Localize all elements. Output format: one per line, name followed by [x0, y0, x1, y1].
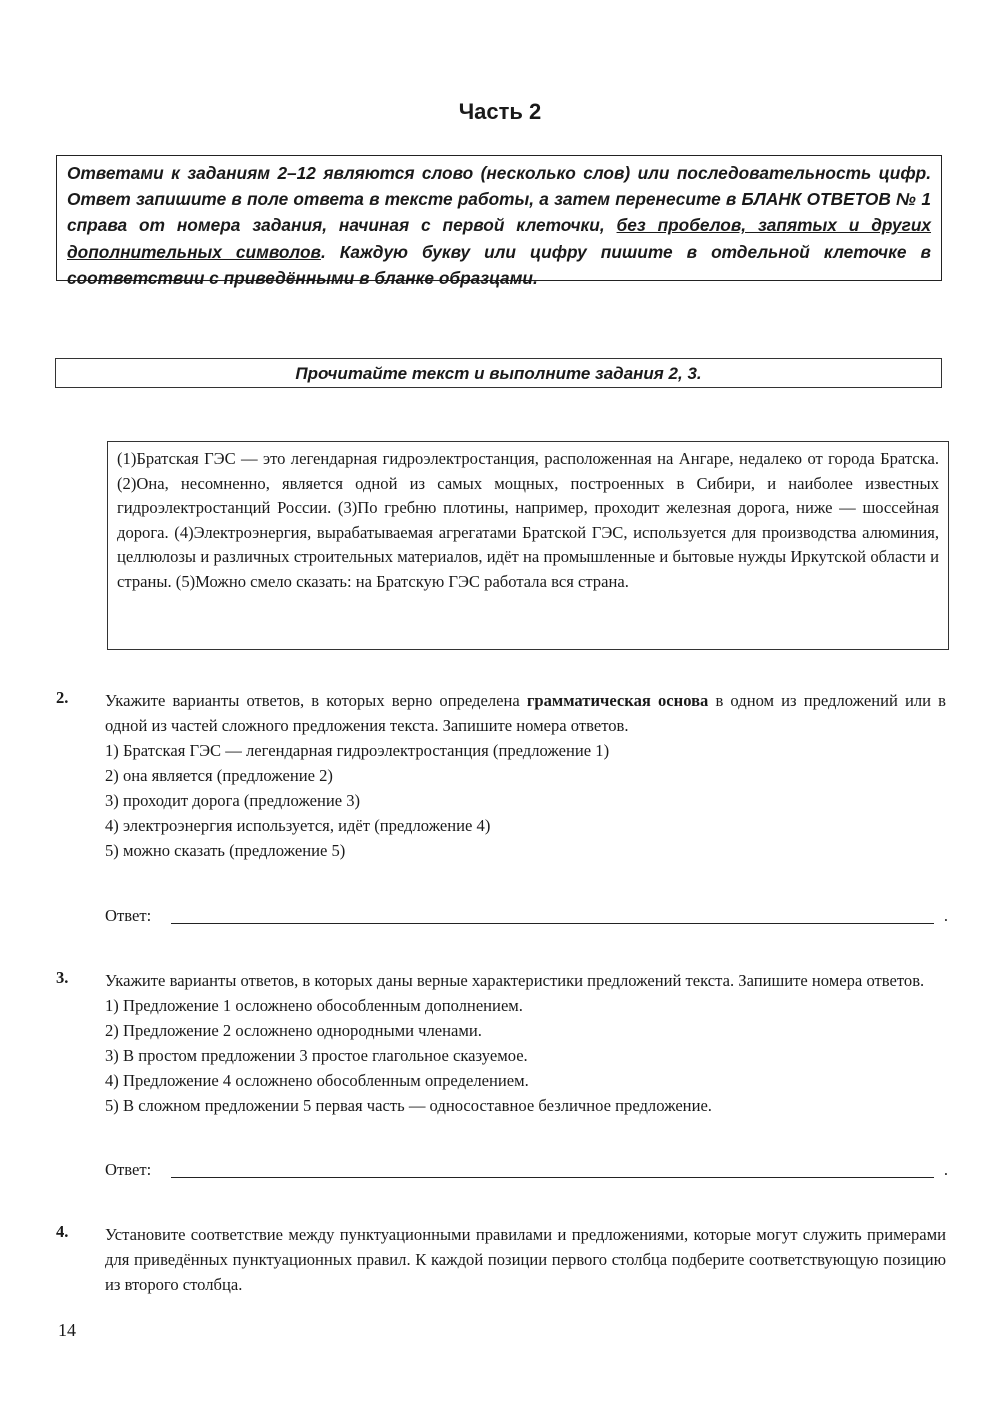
- part-title: Часть 2: [458, 99, 542, 124]
- option-item: 3) В простом предложении 3 простое глагольное сказуемое.: [105, 1046, 528, 1065]
- option-item: 1) Предложение 1 осложнено обособленным дополнением.: [105, 996, 523, 1015]
- read-prompt-box: [55, 358, 942, 388]
- question-text-after: в одном из предложений или в одной из частей сложного предложения текста. Запишите номера ответов.: [105, 691, 946, 735]
- page-number: 14: [58, 1320, 76, 1340]
- task-2: [56, 688, 946, 863]
- answer-line[interactable]: [171, 1177, 934, 1178]
- option-item: 2) она является (предложение 2): [105, 766, 333, 785]
- instructions-outro: . Каждую букву или цифру пишите в отдельной клеточке в соответствии с приведёнными в бланке образцами.: [67, 241, 931, 288]
- option-item: 1) Братская ГЭС — легендарная гидроэлектростанция (предложение 1): [105, 741, 610, 760]
- option-item: 2) Предложение 2 осложнено однородными членами.: [105, 1021, 482, 1040]
- task-number: 4.: [56, 1222, 69, 1241]
- task-3: [56, 968, 946, 1118]
- option-item: 3) проходит дорога (предложение 3): [105, 791, 361, 810]
- answer-field-3[interactable]: [105, 1160, 948, 1180]
- task-number: 2.: [56, 688, 69, 707]
- task-question: Установите соответствие между пунктуационными правилами и предложениями, которые могут служить примерами для приведённых пунктуационных правил. К каждой позиции первого столбца подберите соответствующую позицию из второго столбца.: [105, 1225, 946, 1294]
- passage-box: [107, 441, 949, 650]
- options-list: [105, 993, 946, 1118]
- instructions-intro: Ответами к заданиям 2–12 являются слово (несколько слов) или последовательность цифр. Ответ запишите в поле ответа в тексте работы, а затем перенесите в БЛАНК ОТВЕТОВ № 1 справа от номера задания, начиная с первой клеточки,: [67, 163, 931, 236]
- passage-text: (1)Братская ГЭС — это легендарная гидроэлектростанция, расположенная на Ангаре, недалеко от города Братска. (2)Она, несомненно, является одной из самых мощных, построенных в Сибири, и наиболее известных гидроэлектростанций России. (3)По гребню плотины, например, проходит железная дорога, ниже — шоссейная дорога. (4)Электроэнергия, вырабатываемая агрегатами Братской ГЭС, используется для производства алюминия, целлюлозы и различных строительных материалов, идёт на промышленные и бытовые нужды Иркутской области и страны. (5)Можно смело сказать: на Братскую ГЭС работала вся страна.: [117, 449, 939, 591]
- task-question: Укажите варианты ответов, в которых даны верные характеристики предложений текста. Запишите номера ответов.: [105, 971, 925, 990]
- answer-field-2[interactable]: [105, 906, 948, 926]
- option-item: 5) можно сказать (предложение 5): [105, 841, 346, 860]
- answer-line[interactable]: [171, 923, 934, 924]
- option-item: 5) В сложном предложении 5 первая часть — односоставное безличное предложение.: [105, 1096, 712, 1115]
- answer-label: Ответ:: [105, 1160, 152, 1179]
- option-item: 4) электроэнергия используется, идёт (предложение 4): [105, 816, 491, 835]
- question-bold-term: грамматическая основа: [526, 691, 709, 710]
- answer-label: Ответ:: [105, 906, 152, 925]
- options-list: [105, 738, 946, 863]
- read-prompt: Прочитайте текст и выполните задания 2, 3.: [295, 364, 702, 383]
- question-text-before: Укажите варианты ответов, в которых верно определена: [105, 691, 520, 710]
- task-number: 3.: [56, 968, 69, 987]
- instructions-box: [56, 155, 942, 288]
- instructions-underlined: без пробелов, запятых и других дополнительных символов: [67, 215, 932, 262]
- task-4: [56, 1222, 946, 1297]
- answer-end-dot: .: [943, 906, 948, 925]
- option-item: 4) Предложение 4 осложнено обособленным определением.: [105, 1071, 529, 1090]
- task-question: [105, 688, 946, 738]
- answer-end-dot: .: [943, 1160, 948, 1179]
